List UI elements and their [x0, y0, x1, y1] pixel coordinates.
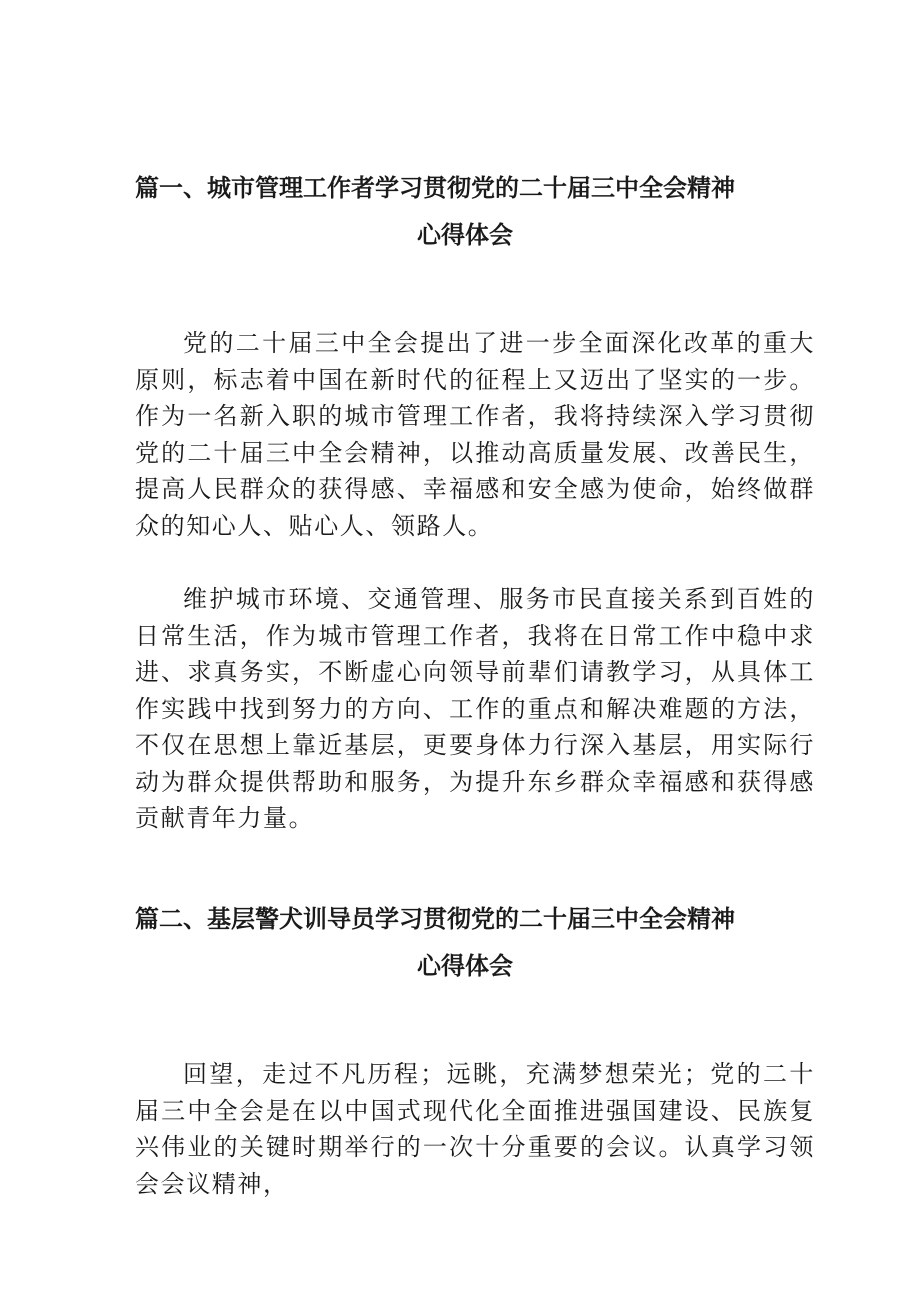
section-2-title-line-1: 篇二、基层警犬训导员学习贯彻党的二十届三中全会精神 [135, 905, 735, 933]
section-1-paragraph-2: 维护城市环境、交通管理、服务市民直接关系到百姓的日常生活，作为城市管理工作者，我将在日常工作中稳中求进、求真务实，不断虚心向领导前辈们请教学习，从具体工作实践中找到努力的方向、工作的重点和解决难题的方法，不仅在思想上靠近基层，更要身体力行深入基层，用实际行动为群众提供帮助和服务，为提升东乡群众幸福感和获得感贡献青年力量。 [135, 585, 815, 832]
section-2-title-line-2: 心得体会 [417, 952, 513, 980]
section-1-paragraph-1: 党的二十届三中全会提出了进一步全面深化改革的重大原则，标志着中国在新时代的征程上又迈出了坚实的一步。作为一名新入职的城市管理工作者，我将持续深入学习贯彻党的二十届三中全会精神，以推动高质量发展、改善民生，提高人民群众的获得感、幸福感和安全感为使命，始终做群众的知心人、贴心人、领路人。 [135, 329, 815, 540]
section-1-heading [135, 172, 735, 249]
section-2-heading [135, 903, 735, 980]
section-1-title-line-2: 心得体会 [417, 221, 513, 249]
section-2-paragraph-1: 回望，走过不凡历程；远眺，充满梦想荣光；党的二十届三中全会是在以中国式现代化全面推进强国建设、民族复兴伟业的关键时期举行的一次十分重要的会议。认真学习领会会议精神， [135, 1060, 815, 1198]
section-1-title-line-1: 篇一、城市管理工作者学习贯彻党的二十届三中全会精神 [135, 174, 735, 202]
